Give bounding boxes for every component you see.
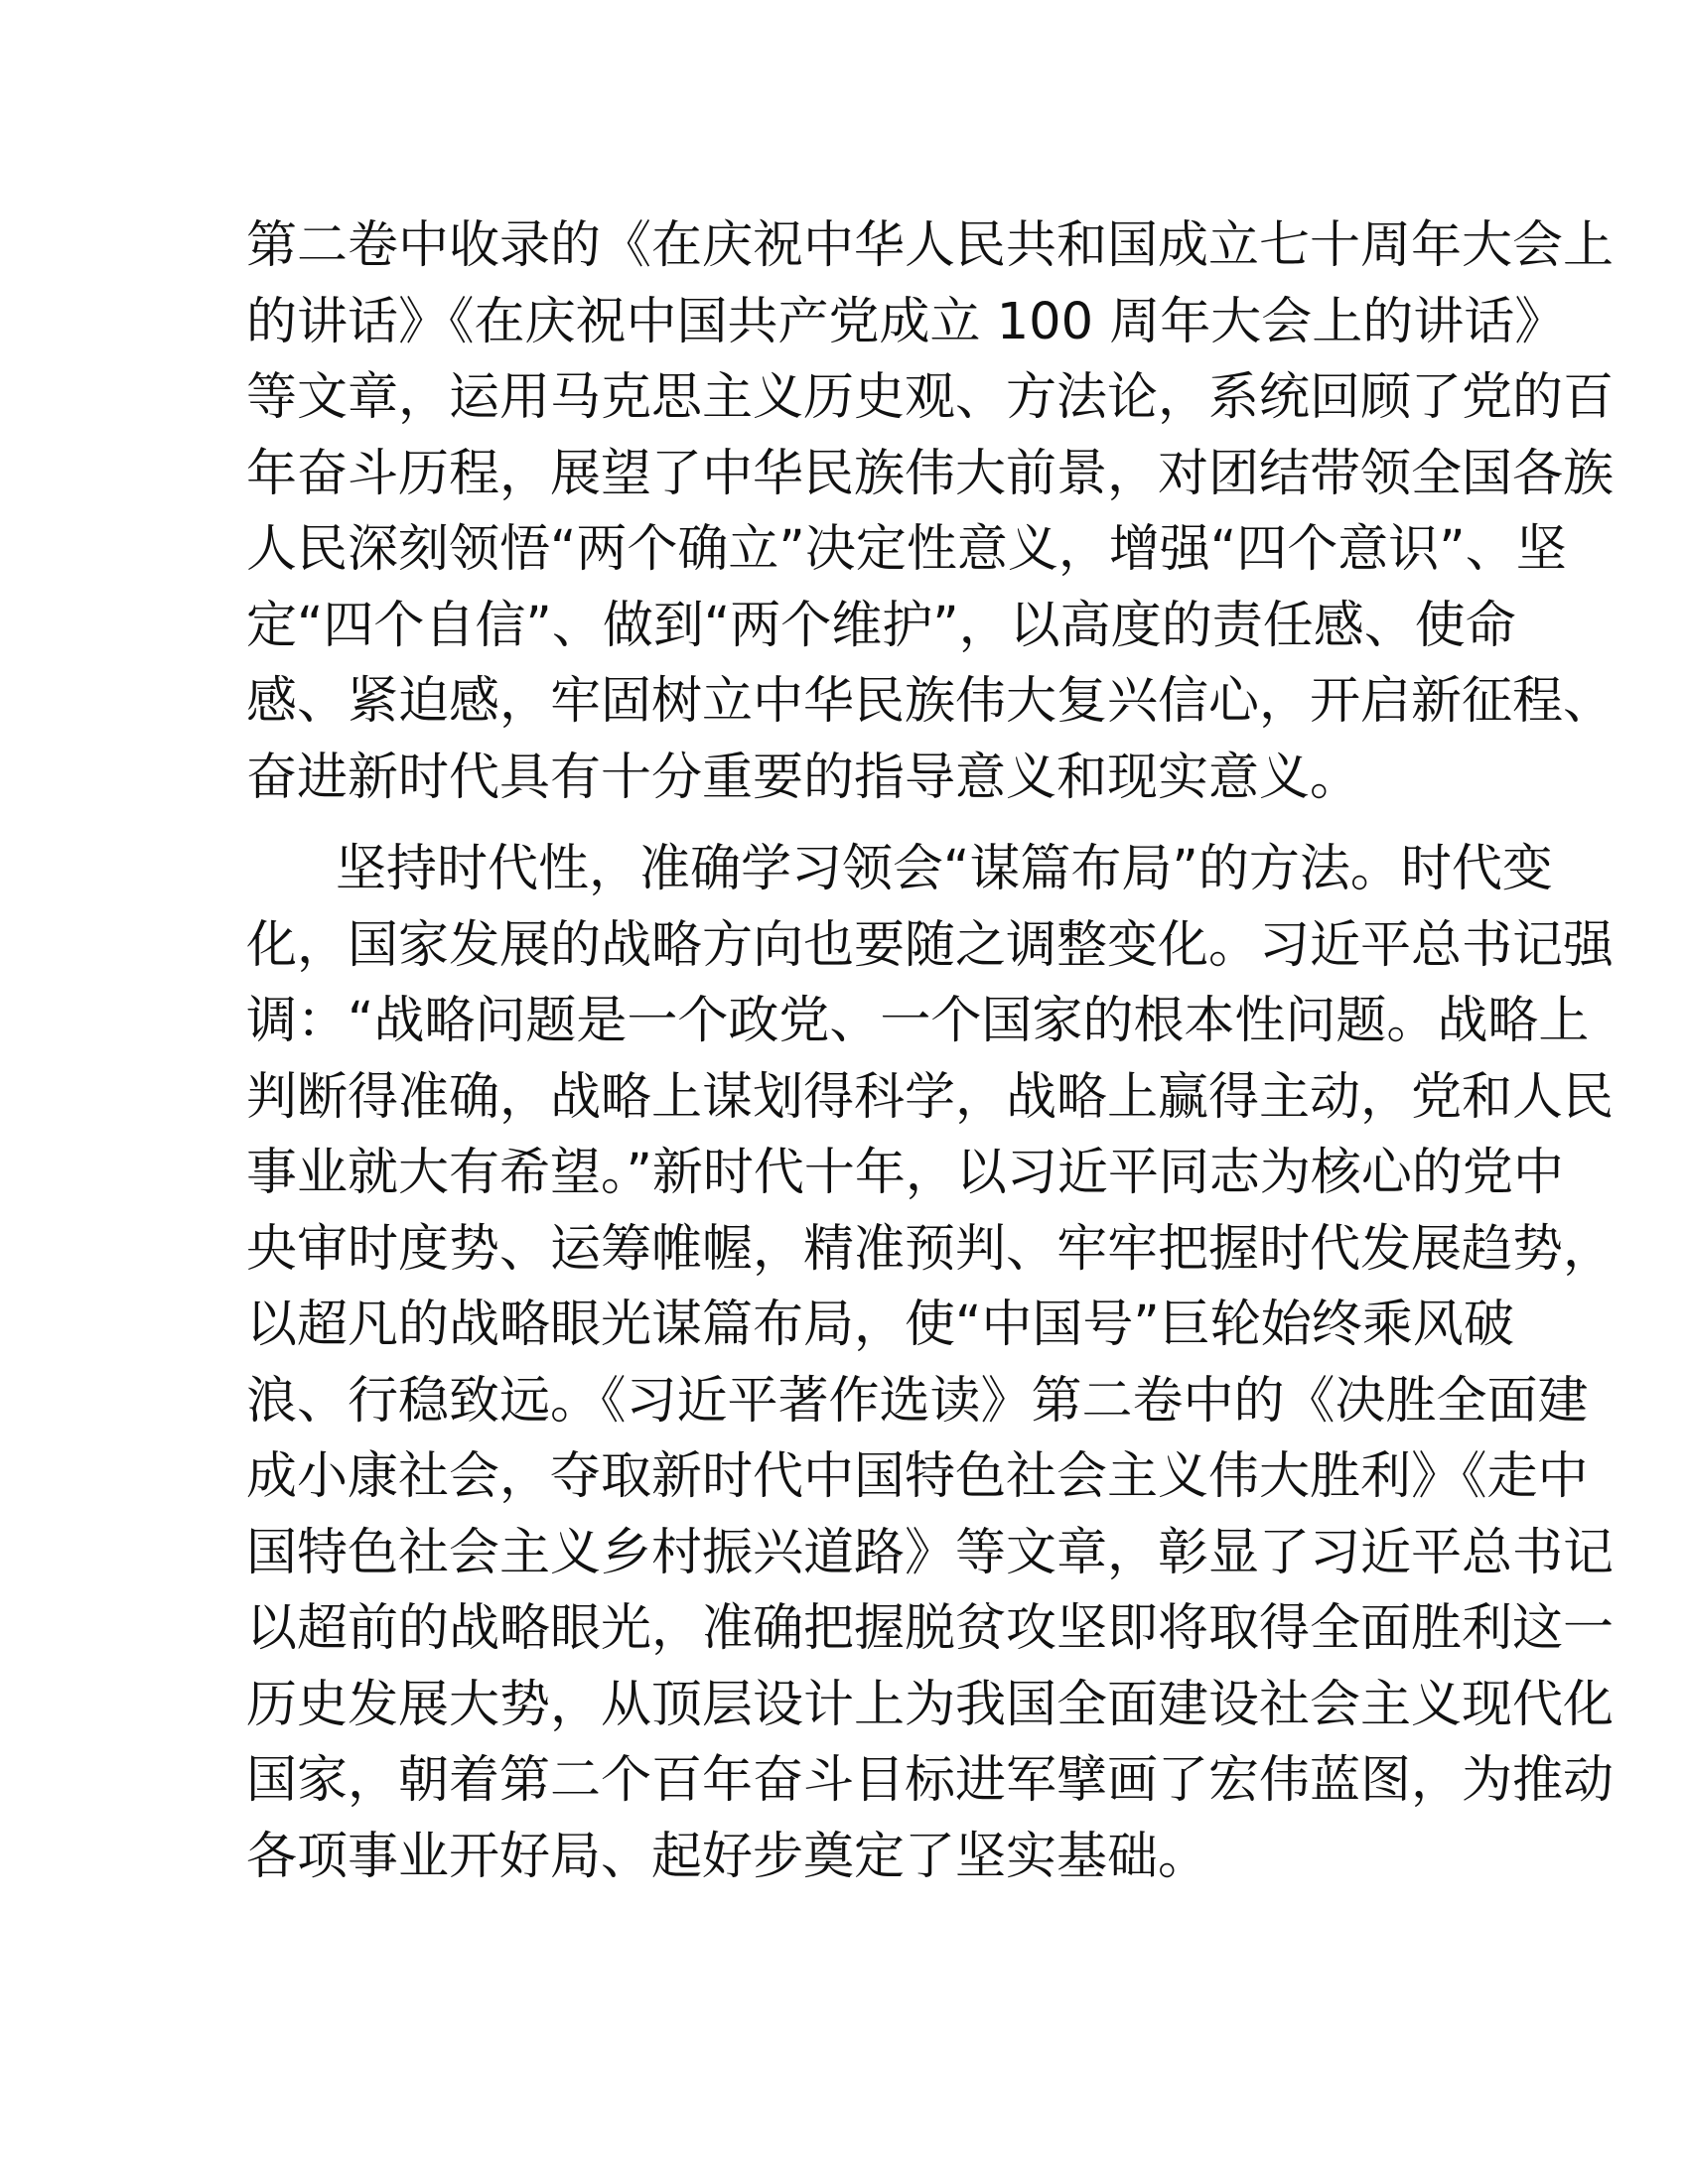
paragraph-2-line: 历史发展大势，从顶层设计上为我国全面建设社会主义现代化 [246,1675,1615,1734]
paragraph-2-line: 各项事业开好局、起好步奠定了坚实基础。 [246,1827,1209,1886]
paragraph-1-line: 定“四个自信”、做到“两个维护”，以高度的责任感、使命 [246,596,1516,655]
paragraph-2-line: 国家，朝着第二个百年奋斗目标进军擘画了宏伟蓝图，为推动 [246,1751,1615,1810]
paragraph-1-line: 年奋斗历程，展望了中华民族伟大前景，对团结带领全国各族 [246,444,1615,503]
paragraph-2-line: 坚持时代性，准确学习领会“谋篇布局”的方法。时代变 [336,840,1553,898]
paragraph-2-line: 央审时度势、运筹帷幄，精准预判、牢牢把握时代发展趋势， [246,1219,1615,1279]
paragraph-1-line: 奋进新时代具有十分重要的指导意义和现实意义。 [246,748,1361,807]
paragraph-1-line: 人民深刻领悟“两个确立”决定性意义，增强“四个意识”、坚 [246,520,1567,579]
document-body [246,208,1615,1895]
paragraph-1-line: 第二卷中收录的《在庆祝中华人民共和国成立七十周年大会上 [246,216,1615,275]
paragraph-2-line: 化，国家发展的战略方向也要随之调整变化。习近平总书记强 [246,915,1615,975]
paragraph-1-line: 感、紧迫感，牢固树立中华民族伟大复兴信心，开启新征程、 [246,672,1615,731]
paragraph-2-line: 以超前的战略眼光，准确把握脱贫攻坚即将取得全面胜利这一 [246,1599,1615,1658]
paragraph-2-line: 判断得准确，战略上谋划得科学，战略上赢得主动，党和人民 [246,1067,1615,1127]
paragraph-2-line: 成小康社会，夺取新时代中国特色社会主义伟大胜利》《走中 [246,1447,1589,1506]
paragraph-1 [246,208,1615,816]
paragraph-2-line: 浪、行稳致远。《习近平著作选读》第二卷中的《决胜全面建 [246,1371,1589,1431]
paragraph-2-line: 事业就大有希望。”新时代十年，以习近平同志为核心的党中 [246,1144,1564,1202]
paragraph-2-line: 国特色社会主义乡村振兴道路》等文章，彰显了习近平总书记 [246,1523,1615,1582]
paragraph-1-line: 的讲话》《在庆祝中国共产党成立 100 周年大会上的讲话》 [246,292,1566,351]
paragraph-1-line: 等文章，运用马克思主义历史观、方法论，系统回顾了党的百 [246,368,1615,427]
paragraph-2-line: 调：“战略问题是一个政党、一个国家的根本性问题。战略上 [246,992,1590,1050]
paragraph-2 [246,832,1615,1895]
paragraph-2-line: 以超凡的战略眼光谋篇布局，使“中国号”巨轮始终乘风破 [246,1296,1514,1354]
